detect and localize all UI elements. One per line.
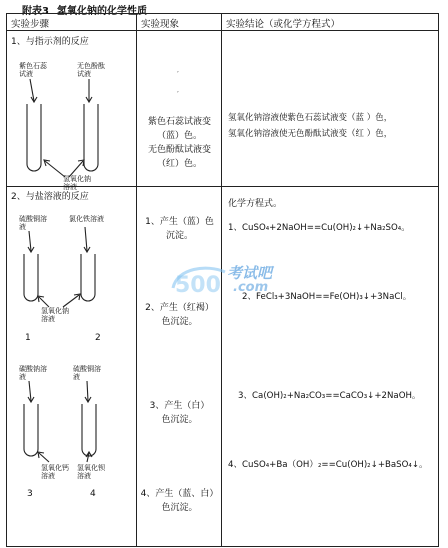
section1-title: 1、与指示剂的反应 — [11, 37, 89, 47]
tube-number-3: 3 — [27, 489, 33, 499]
svg-text:500: 500 — [175, 273, 221, 298]
tube-number-4: 4 — [90, 489, 96, 499]
header-steps: 实验步骤 — [7, 14, 137, 31]
watermark-brand: 考试吧 — [227, 264, 273, 282]
section1-conclusion-line1: 氢氧化钠溶液使紫色石蕊试液变（蓝 ）色， — [228, 113, 393, 123]
observation-1: 1、产生（蓝）色 沉淀。 — [145, 217, 214, 241]
barium-hydroxide-label: 氢氧化钡 溶液 — [77, 464, 105, 480]
section1-conclusion-cell — [222, 31, 439, 187]
naoh-label-1: 氢氧化钠 溶液 — [63, 175, 91, 191]
salt-apparatus — [7, 187, 137, 547]
copper-sulfate-label-2: 硫酸铜溶 液 — [73, 365, 101, 381]
section2-phenomena-cell — [137, 187, 222, 547]
section2-title: 2、与盐溶液的反应 — [11, 192, 89, 202]
litmus-label: 紫色石蕊 试液 — [19, 62, 47, 78]
section2-conclusion-cell — [222, 187, 439, 547]
header-phenomena: 实验现象 — [137, 14, 222, 31]
section1-conclusion-line2: 氢氧化钠溶液使无色酚酞试液变（红 ）色， — [228, 129, 393, 139]
section1-observation: 紫色石蕊试液变 （蓝）色。 无色酚酞试液变 （红）色。 — [147, 117, 211, 169]
caption-prefix: 附表3 — [22, 6, 49, 17]
section2-steps-cell — [7, 187, 137, 547]
observation-4: 4、产生（蓝、白） 色沉淀。 — [140, 489, 219, 513]
equation-4: 4、CuSO₄+Ba（OH）₂==Cu(OH)₂↓+BaSO₄↓。 — [228, 460, 428, 470]
sodium-carbonate-label: 碳酸钠溶 液 — [19, 365, 47, 381]
indicator-apparatus — [7, 31, 137, 187]
header-conclusion: 实验结论（或化学方程式） — [222, 14, 439, 31]
equation-2: 2、FeCl₃+3NaOH==Fe(OH)₃↓+3NaCl。 — [242, 292, 412, 302]
equation-3: 3、Ca(OH)₂+Na₂CO₃==CaCO₃↓+2NaOH。 — [238, 391, 421, 401]
tube-number-2: 2 — [95, 333, 101, 343]
tube-number-1: 1 — [25, 333, 31, 343]
observation-2: 2、产生（红褐） 色沉淀。 — [145, 303, 214, 327]
calcium-hydroxide-label: 氢氧化钙 溶液 — [41, 464, 69, 480]
phenolphthalein-label: 无色酚酞 试液 — [77, 62, 105, 78]
watermark-site: .com — [233, 280, 269, 295]
section1-steps-cell — [7, 31, 137, 191]
naoh-label-2: 氢氧化钠 溶液 — [41, 307, 69, 323]
ferric-chloride-label: 氯化铁溶液 — [69, 215, 104, 223]
caption-text: 氢氧化钠的化学性质 — [56, 6, 147, 17]
equation-1: 1、CuSO₄+2NaOH==Cu(OH)₂↓+Na₂SO₄。 — [228, 223, 410, 233]
copper-sulfate-label-1: 硫酸铜溶 液 — [19, 215, 47, 231]
section1-phenomena-cell: , , 紫色石蕊试液变 （蓝）色。 无色酚酞试液变 （红）色。 — [137, 31, 222, 187]
properties-table — [6, 13, 439, 547]
equation-title: 化学方程式。 — [228, 199, 283, 209]
observation-3: 3、产生（白） 色沉淀。 — [149, 401, 210, 425]
